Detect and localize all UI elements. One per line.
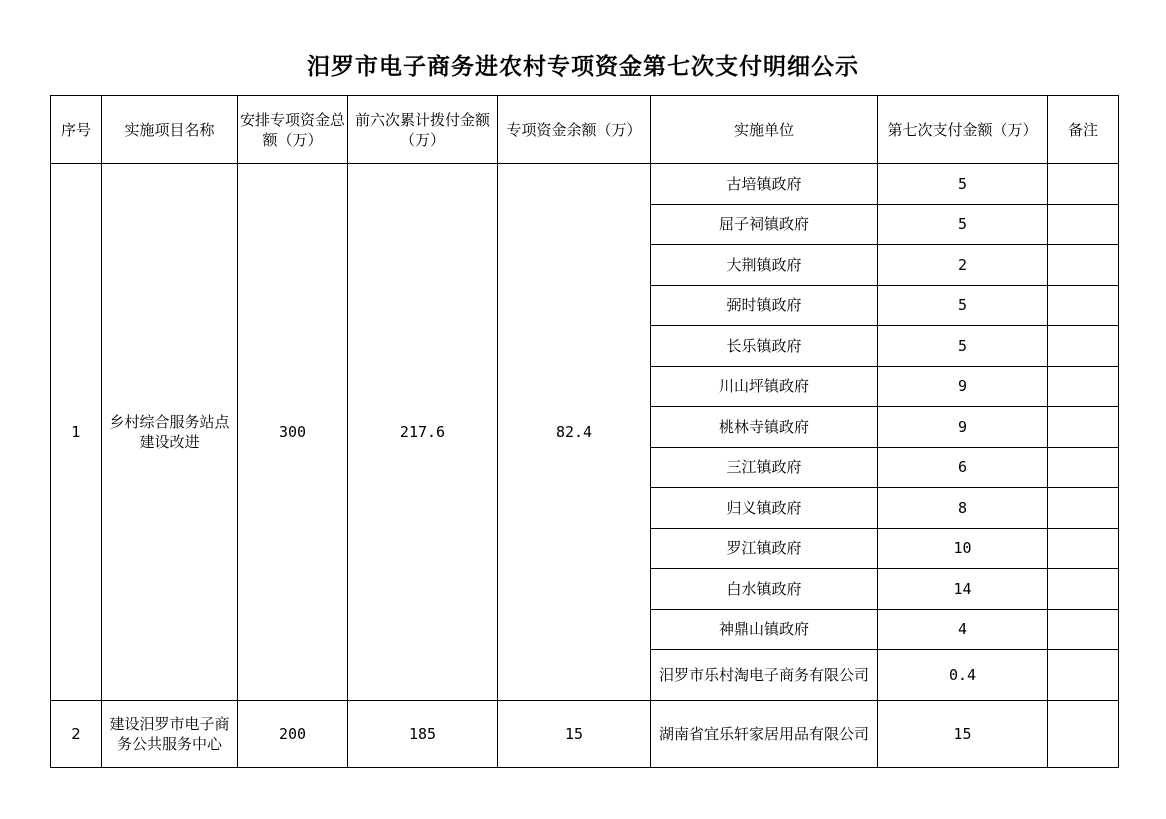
header-row	[51, 96, 1119, 164]
remark-cell	[1048, 204, 1119, 245]
unit-cell: 三江镇政府	[651, 447, 878, 488]
header-seventh: 第七次支付金额（万）	[878, 96, 1048, 164]
unit-cell: 弼时镇政府	[651, 285, 878, 326]
unit-cell: 归义镇政府	[651, 488, 878, 529]
project-name-cell: 建设汨罗市电子商务公共服务中心	[102, 701, 238, 768]
unit-cell: 罗江镇政府	[651, 528, 878, 569]
unit-cell: 屈子祠镇政府	[651, 204, 878, 245]
prev-six-cell: 185	[348, 701, 498, 768]
amount-cell: 5	[878, 164, 1048, 205]
arranged-cell: 300	[238, 164, 348, 701]
remark-cell	[1048, 407, 1119, 448]
remark-cell	[1048, 447, 1119, 488]
unit-cell: 湖南省宜乐轩家居用品有限公司	[651, 701, 878, 768]
project-name-cell: 乡村综合服务站点建设改进	[102, 164, 238, 701]
payment-detail-table	[50, 95, 1119, 768]
unit-cell: 桃林寺镇政府	[651, 407, 878, 448]
unit-cell: 长乐镇政府	[651, 326, 878, 367]
unit-cell: 白水镇政府	[651, 569, 878, 610]
remark-cell	[1048, 569, 1119, 610]
remark-cell	[1048, 326, 1119, 367]
amount-cell: 9	[878, 407, 1048, 448]
header-arranged: 安排专项资金总额（万）	[238, 96, 348, 164]
unit-cell: 川山坪镇政府	[651, 366, 878, 407]
amount-cell: 4	[878, 609, 1048, 650]
seq-cell: 2	[51, 701, 102, 768]
amount-cell: 5	[878, 204, 1048, 245]
amount-cell: 6	[878, 447, 1048, 488]
unit-cell: 大荆镇政府	[651, 245, 878, 286]
remark-cell	[1048, 245, 1119, 286]
balance-cell: 15	[498, 701, 651, 768]
amount-cell: 5	[878, 285, 1048, 326]
header-seq: 序号	[51, 96, 102, 164]
table-row	[51, 164, 1119, 205]
document-title: 汨罗市电子商务进农村专项资金第七次支付明细公示	[307, 53, 859, 80]
table-row	[51, 701, 1119, 768]
remark-cell	[1048, 285, 1119, 326]
header-project: 实施项目名称	[102, 96, 238, 164]
remark-cell	[1048, 650, 1119, 701]
amount-cell: 15	[878, 701, 1048, 768]
remark-cell	[1048, 528, 1119, 569]
amount-cell: 9	[878, 366, 1048, 407]
amount-cell: 0.4	[878, 650, 1048, 701]
prev-six-cell: 217.6	[348, 164, 498, 701]
amount-cell: 10	[878, 528, 1048, 569]
unit-cell: 汨罗市乐村淘电子商务有限公司	[651, 650, 878, 701]
remark-cell	[1048, 488, 1119, 529]
unit-cell: 神鼎山镇政府	[651, 609, 878, 650]
unit-cell: 古培镇政府	[651, 164, 878, 205]
remark-cell	[1048, 366, 1119, 407]
amount-cell: 14	[878, 569, 1048, 610]
amount-cell: 2	[878, 245, 1048, 286]
header-unit: 实施单位	[651, 96, 878, 164]
remark-cell	[1048, 609, 1119, 650]
arranged-cell: 200	[238, 701, 348, 768]
header-prev-six: 前六次累计拨付金额（万）	[348, 96, 498, 164]
amount-cell: 5	[878, 326, 1048, 367]
balance-cell: 82.4	[498, 164, 651, 701]
header-remark: 备注	[1048, 96, 1119, 164]
remark-cell	[1048, 701, 1119, 768]
amount-cell: 8	[878, 488, 1048, 529]
header-balance: 专项资金余额（万）	[498, 96, 651, 164]
remark-cell	[1048, 164, 1119, 205]
seq-cell: 1	[51, 164, 102, 701]
